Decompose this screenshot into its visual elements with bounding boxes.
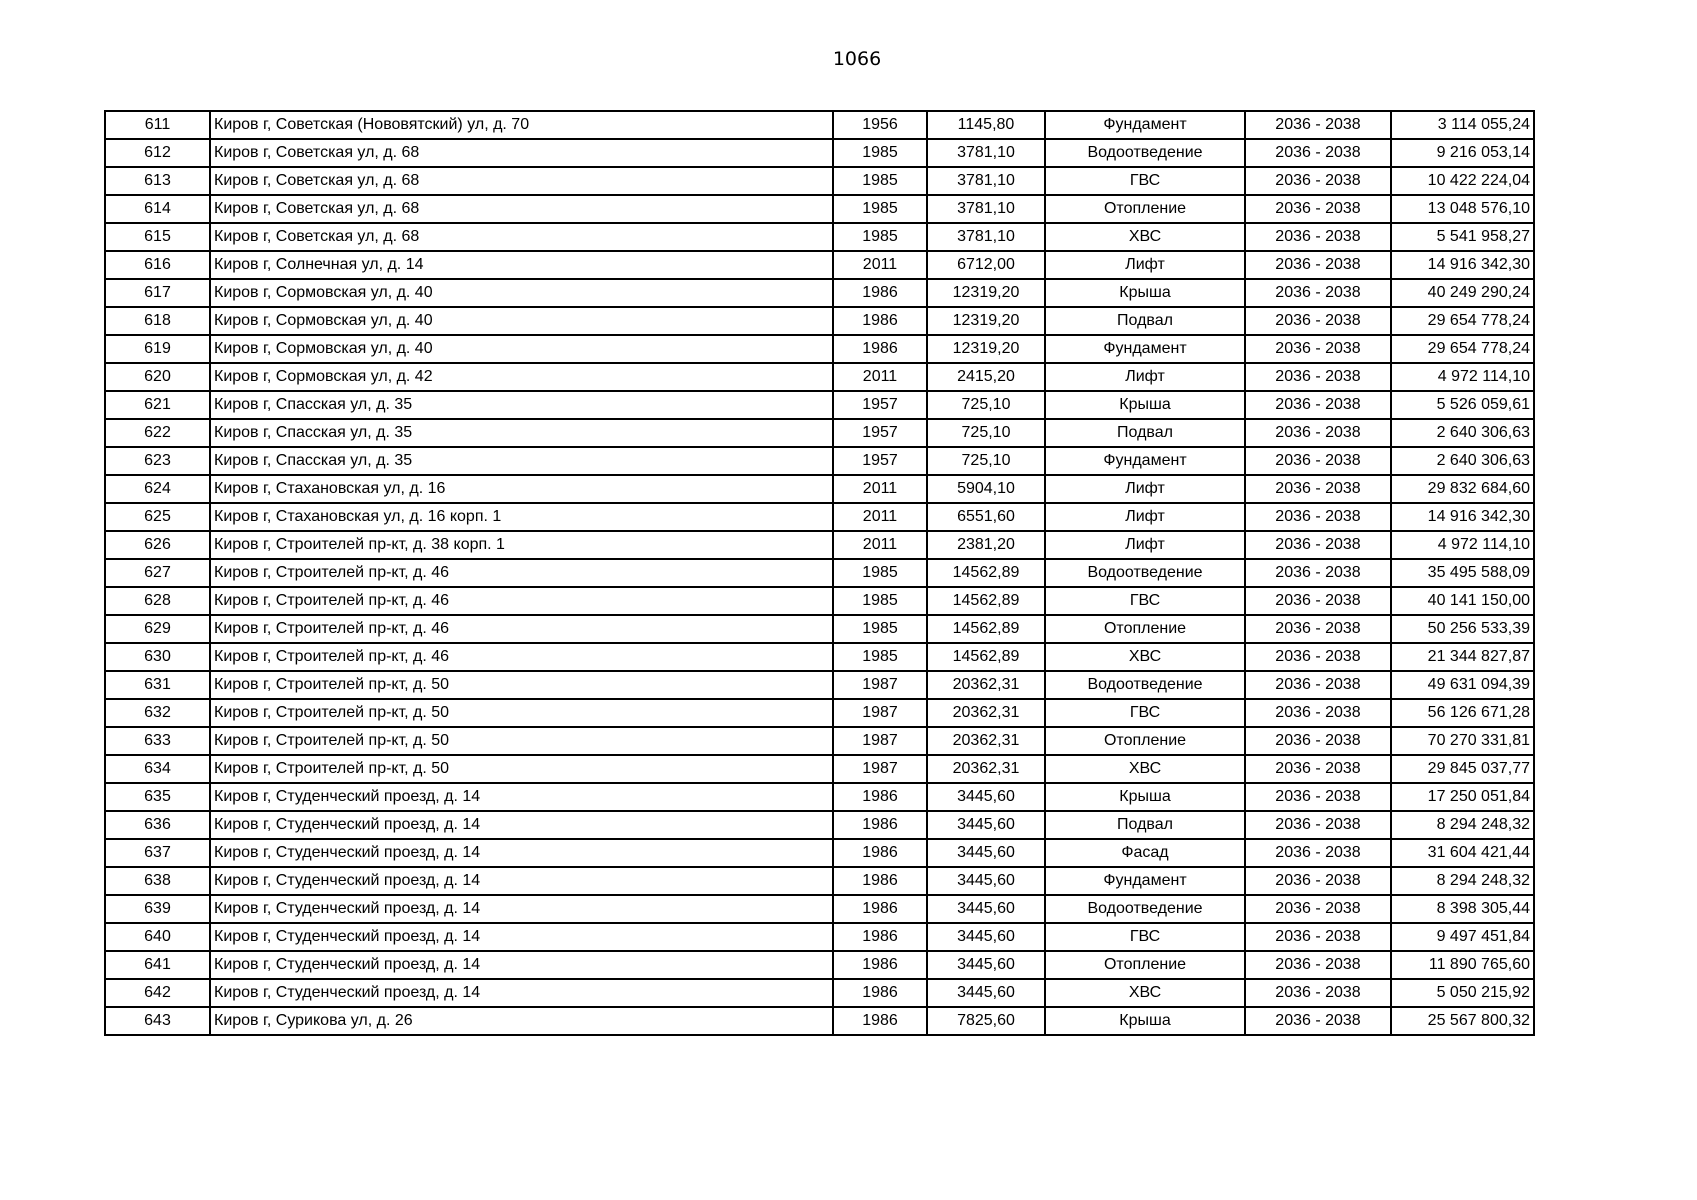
build-year-cell: 1987 xyxy=(833,755,927,783)
build-year-cell: 1957 xyxy=(833,391,927,419)
address-cell: Киров г, Студенческий проезд, д. 14 xyxy=(210,867,833,895)
build-year-cell: 2011 xyxy=(833,475,927,503)
work-type-cell: ГВС xyxy=(1045,699,1245,727)
work-type-cell: Подвал xyxy=(1045,419,1245,447)
table-row xyxy=(105,811,1534,839)
period-cell: 2036 - 2038 xyxy=(1245,727,1391,755)
work-type-cell: Отопление xyxy=(1045,615,1245,643)
build-year-cell: 2011 xyxy=(833,363,927,391)
table-row xyxy=(105,475,1534,503)
row-number-cell: 623 xyxy=(105,447,210,475)
period-cell: 2036 - 2038 xyxy=(1245,1007,1391,1035)
cost-cell: 14 916 342,30 xyxy=(1391,251,1534,279)
area-cell: 14562,89 xyxy=(927,587,1045,615)
area-cell: 3445,60 xyxy=(927,811,1045,839)
address-cell: Киров г, Советская (Нововятский) ул, д. 70 xyxy=(210,111,833,139)
work-type-cell: Водоотведение xyxy=(1045,895,1245,923)
work-type-cell: Лифт xyxy=(1045,363,1245,391)
cost-cell: 8 294 248,32 xyxy=(1391,811,1534,839)
address-cell: Киров г, Спасская ул, д. 35 xyxy=(210,391,833,419)
work-type-cell: ГВС xyxy=(1045,167,1245,195)
cost-cell: 31 604 421,44 xyxy=(1391,839,1534,867)
area-cell: 6712,00 xyxy=(927,251,1045,279)
row-number-cell: 628 xyxy=(105,587,210,615)
area-cell: 3781,10 xyxy=(927,195,1045,223)
work-type-cell: Фундамент xyxy=(1045,867,1245,895)
period-cell: 2036 - 2038 xyxy=(1245,447,1391,475)
address-cell: Киров г, Строителей пр-кт, д. 50 xyxy=(210,699,833,727)
address-cell: Киров г, Студенческий проезд, д. 14 xyxy=(210,783,833,811)
row-number-cell: 624 xyxy=(105,475,210,503)
address-cell: Киров г, Советская ул, д. 68 xyxy=(210,167,833,195)
address-cell: Киров г, Сормовская ул, д. 40 xyxy=(210,307,833,335)
build-year-cell: 1987 xyxy=(833,727,927,755)
cost-cell: 56 126 671,28 xyxy=(1391,699,1534,727)
period-cell: 2036 - 2038 xyxy=(1245,951,1391,979)
row-number-cell: 637 xyxy=(105,839,210,867)
row-number-cell: 617 xyxy=(105,279,210,307)
table-row xyxy=(105,839,1534,867)
area-cell: 3445,60 xyxy=(927,979,1045,1007)
build-year-cell: 1985 xyxy=(833,615,927,643)
build-year-cell: 1987 xyxy=(833,699,927,727)
repair-schedule-table xyxy=(104,110,1535,1036)
work-type-cell: Водоотведение xyxy=(1045,139,1245,167)
table-row xyxy=(105,139,1534,167)
row-number-cell: 643 xyxy=(105,1007,210,1035)
area-cell: 6551,60 xyxy=(927,503,1045,531)
period-cell: 2036 - 2038 xyxy=(1245,643,1391,671)
area-cell: 3445,60 xyxy=(927,923,1045,951)
table-row xyxy=(105,923,1534,951)
row-number-cell: 615 xyxy=(105,223,210,251)
area-cell: 5904,10 xyxy=(927,475,1045,503)
work-type-cell: Фасад xyxy=(1045,839,1245,867)
table-row xyxy=(105,951,1534,979)
area-cell: 2381,20 xyxy=(927,531,1045,559)
period-cell: 2036 - 2038 xyxy=(1245,615,1391,643)
work-type-cell: ХВС xyxy=(1045,755,1245,783)
row-number-cell: 619 xyxy=(105,335,210,363)
period-cell: 2036 - 2038 xyxy=(1245,475,1391,503)
row-number-cell: 639 xyxy=(105,895,210,923)
table-row xyxy=(105,559,1534,587)
period-cell: 2036 - 2038 xyxy=(1245,839,1391,867)
table-row xyxy=(105,979,1534,1007)
address-cell: Киров г, Строителей пр-кт, д. 38 корп. 1 xyxy=(210,531,833,559)
table-row xyxy=(105,307,1534,335)
area-cell: 3781,10 xyxy=(927,167,1045,195)
cost-cell: 2 640 306,63 xyxy=(1391,419,1534,447)
work-type-cell: ХВС xyxy=(1045,643,1245,671)
row-number-cell: 630 xyxy=(105,643,210,671)
address-cell: Киров г, Солнечная ул, д. 14 xyxy=(210,251,833,279)
address-cell: Киров г, Строителей пр-кт, д. 50 xyxy=(210,727,833,755)
cost-cell: 8 398 305,44 xyxy=(1391,895,1534,923)
cost-cell: 40 249 290,24 xyxy=(1391,279,1534,307)
period-cell: 2036 - 2038 xyxy=(1245,419,1391,447)
cost-cell: 29 845 037,77 xyxy=(1391,755,1534,783)
address-cell: Киров г, Спасская ул, д. 35 xyxy=(210,419,833,447)
period-cell: 2036 - 2038 xyxy=(1245,251,1391,279)
cost-cell: 17 250 051,84 xyxy=(1391,783,1534,811)
table-row xyxy=(105,503,1534,531)
work-type-cell: Лифт xyxy=(1045,503,1245,531)
area-cell: 3445,60 xyxy=(927,783,1045,811)
area-cell: 725,10 xyxy=(927,419,1045,447)
row-number-cell: 612 xyxy=(105,139,210,167)
area-cell: 14562,89 xyxy=(927,615,1045,643)
build-year-cell: 1985 xyxy=(833,559,927,587)
build-year-cell: 2011 xyxy=(833,531,927,559)
area-cell: 2415,20 xyxy=(927,363,1045,391)
work-type-cell: ГВС xyxy=(1045,587,1245,615)
period-cell: 2036 - 2038 xyxy=(1245,111,1391,139)
table-row xyxy=(105,531,1534,559)
area-cell: 3781,10 xyxy=(927,139,1045,167)
build-year-cell: 2011 xyxy=(833,503,927,531)
row-number-cell: 613 xyxy=(105,167,210,195)
cost-cell: 10 422 224,04 xyxy=(1391,167,1534,195)
work-type-cell: ХВС xyxy=(1045,223,1245,251)
row-number-cell: 640 xyxy=(105,923,210,951)
address-cell: Киров г, Сурикова ул, д. 26 xyxy=(210,1007,833,1035)
cost-cell: 5 541 958,27 xyxy=(1391,223,1534,251)
area-cell: 14562,89 xyxy=(927,643,1045,671)
cost-cell: 29 832 684,60 xyxy=(1391,475,1534,503)
period-cell: 2036 - 2038 xyxy=(1245,279,1391,307)
period-cell: 2036 - 2038 xyxy=(1245,223,1391,251)
row-number-cell: 633 xyxy=(105,727,210,755)
cost-cell: 29 654 778,24 xyxy=(1391,307,1534,335)
table-row xyxy=(105,223,1534,251)
row-number-cell: 620 xyxy=(105,363,210,391)
row-number-cell: 631 xyxy=(105,671,210,699)
cost-cell: 3 114 055,24 xyxy=(1391,111,1534,139)
work-type-cell: Водоотведение xyxy=(1045,671,1245,699)
row-number-cell: 635 xyxy=(105,783,210,811)
work-type-cell: Крыша xyxy=(1045,1007,1245,1035)
address-cell: Киров г, Студенческий проезд, д. 14 xyxy=(210,923,833,951)
table-row xyxy=(105,111,1534,139)
area-cell: 3445,60 xyxy=(927,895,1045,923)
address-cell: Киров г, Спасская ул, д. 35 xyxy=(210,447,833,475)
address-cell: Киров г, Советская ул, д. 68 xyxy=(210,139,833,167)
table-row xyxy=(105,587,1534,615)
work-type-cell: ГВС xyxy=(1045,923,1245,951)
build-year-cell: 2011 xyxy=(833,251,927,279)
address-cell: Киров г, Студенческий проезд, д. 14 xyxy=(210,811,833,839)
work-type-cell: Отопление xyxy=(1045,951,1245,979)
work-type-cell: Фундамент xyxy=(1045,111,1245,139)
work-type-cell: Крыша xyxy=(1045,279,1245,307)
table-row xyxy=(105,671,1534,699)
cost-cell: 5 050 215,92 xyxy=(1391,979,1534,1007)
area-cell: 1145,80 xyxy=(927,111,1045,139)
address-cell: Киров г, Стахановская ул, д. 16 корп. 1 xyxy=(210,503,833,531)
cost-cell: 50 256 533,39 xyxy=(1391,615,1534,643)
table-row xyxy=(105,419,1534,447)
period-cell: 2036 - 2038 xyxy=(1245,811,1391,839)
build-year-cell: 1986 xyxy=(833,1007,927,1035)
area-cell: 3445,60 xyxy=(927,867,1045,895)
build-year-cell: 1986 xyxy=(833,979,927,1007)
address-cell: Киров г, Строителей пр-кт, д. 46 xyxy=(210,615,833,643)
work-type-cell: Крыша xyxy=(1045,783,1245,811)
row-number-cell: 638 xyxy=(105,867,210,895)
area-cell: 12319,20 xyxy=(927,279,1045,307)
build-year-cell: 1986 xyxy=(833,923,927,951)
period-cell: 2036 - 2038 xyxy=(1245,195,1391,223)
cost-cell: 21 344 827,87 xyxy=(1391,643,1534,671)
table-row xyxy=(105,783,1534,811)
row-number-cell: 614 xyxy=(105,195,210,223)
period-cell: 2036 - 2038 xyxy=(1245,139,1391,167)
cost-cell: 11 890 765,60 xyxy=(1391,951,1534,979)
area-cell: 725,10 xyxy=(927,447,1045,475)
cost-cell: 13 048 576,10 xyxy=(1391,195,1534,223)
table-row xyxy=(105,167,1534,195)
table-row xyxy=(105,279,1534,307)
table-row xyxy=(105,335,1534,363)
row-number-cell: 616 xyxy=(105,251,210,279)
cost-cell: 9 497 451,84 xyxy=(1391,923,1534,951)
cost-cell: 70 270 331,81 xyxy=(1391,727,1534,755)
work-type-cell: Подвал xyxy=(1045,811,1245,839)
area-cell: 3781,10 xyxy=(927,223,1045,251)
row-number-cell: 627 xyxy=(105,559,210,587)
build-year-cell: 1986 xyxy=(833,951,927,979)
period-cell: 2036 - 2038 xyxy=(1245,755,1391,783)
period-cell: 2036 - 2038 xyxy=(1245,699,1391,727)
work-type-cell: ХВС xyxy=(1045,979,1245,1007)
row-number-cell: 621 xyxy=(105,391,210,419)
work-type-cell: Крыша xyxy=(1045,391,1245,419)
table-row xyxy=(105,755,1534,783)
build-year-cell: 1985 xyxy=(833,223,927,251)
address-cell: Киров г, Студенческий проезд, д. 14 xyxy=(210,839,833,867)
build-year-cell: 1985 xyxy=(833,195,927,223)
work-type-cell: Фундамент xyxy=(1045,447,1245,475)
period-cell: 2036 - 2038 xyxy=(1245,167,1391,195)
build-year-cell: 1985 xyxy=(833,139,927,167)
table-row xyxy=(105,1007,1534,1035)
build-year-cell: 1985 xyxy=(833,587,927,615)
address-cell: Киров г, Строителей пр-кт, д. 46 xyxy=(210,559,833,587)
cost-cell: 5 526 059,61 xyxy=(1391,391,1534,419)
table-row xyxy=(105,643,1534,671)
row-number-cell: 634 xyxy=(105,755,210,783)
cost-cell: 35 495 588,09 xyxy=(1391,559,1534,587)
area-cell: 3445,60 xyxy=(927,839,1045,867)
row-number-cell: 625 xyxy=(105,503,210,531)
build-year-cell: 1986 xyxy=(833,335,927,363)
cost-cell: 25 567 800,32 xyxy=(1391,1007,1534,1035)
period-cell: 2036 - 2038 xyxy=(1245,587,1391,615)
build-year-cell: 1985 xyxy=(833,167,927,195)
table-row xyxy=(105,251,1534,279)
address-cell: Киров г, Студенческий проезд, д. 14 xyxy=(210,979,833,1007)
build-year-cell: 1986 xyxy=(833,867,927,895)
period-cell: 2036 - 2038 xyxy=(1245,867,1391,895)
row-number-cell: 641 xyxy=(105,951,210,979)
row-number-cell: 629 xyxy=(105,615,210,643)
cost-cell: 49 631 094,39 xyxy=(1391,671,1534,699)
period-cell: 2036 - 2038 xyxy=(1245,671,1391,699)
build-year-cell: 1986 xyxy=(833,307,927,335)
period-cell: 2036 - 2038 xyxy=(1245,335,1391,363)
table-row xyxy=(105,615,1534,643)
period-cell: 2036 - 2038 xyxy=(1245,923,1391,951)
area-cell: 12319,20 xyxy=(927,335,1045,363)
area-cell: 20362,31 xyxy=(927,727,1045,755)
address-cell: Киров г, Советская ул, д. 68 xyxy=(210,223,833,251)
period-cell: 2036 - 2038 xyxy=(1245,307,1391,335)
row-number-cell: 622 xyxy=(105,419,210,447)
table-row xyxy=(105,391,1534,419)
cost-cell: 4 972 114,10 xyxy=(1391,531,1534,559)
row-number-cell: 611 xyxy=(105,111,210,139)
work-type-cell: Отопление xyxy=(1045,195,1245,223)
cost-cell: 14 916 342,30 xyxy=(1391,503,1534,531)
period-cell: 2036 - 2038 xyxy=(1245,979,1391,1007)
address-cell: Киров г, Студенческий проезд, д. 14 xyxy=(210,951,833,979)
page-number: 1066 xyxy=(832,48,882,70)
area-cell: 725,10 xyxy=(927,391,1045,419)
table-row xyxy=(105,363,1534,391)
address-cell: Киров г, Строителей пр-кт, д. 46 xyxy=(210,587,833,615)
address-cell: Киров г, Стахановская ул, д. 16 xyxy=(210,475,833,503)
row-number-cell: 636 xyxy=(105,811,210,839)
work-type-cell: Лифт xyxy=(1045,475,1245,503)
build-year-cell: 1986 xyxy=(833,895,927,923)
period-cell: 2036 - 2038 xyxy=(1245,391,1391,419)
address-cell: Киров г, Строителей пр-кт, д. 46 xyxy=(210,643,833,671)
row-number-cell: 632 xyxy=(105,699,210,727)
build-year-cell: 1986 xyxy=(833,783,927,811)
area-cell: 7825,60 xyxy=(927,1007,1045,1035)
table-row xyxy=(105,447,1534,475)
row-number-cell: 618 xyxy=(105,307,210,335)
work-type-cell: Подвал xyxy=(1045,307,1245,335)
build-year-cell: 1957 xyxy=(833,447,927,475)
cost-cell: 8 294 248,32 xyxy=(1391,867,1534,895)
period-cell: 2036 - 2038 xyxy=(1245,503,1391,531)
work-type-cell: Водоотведение xyxy=(1045,559,1245,587)
work-type-cell: Лифт xyxy=(1045,251,1245,279)
address-cell: Киров г, Сормовская ул, д. 42 xyxy=(210,363,833,391)
build-year-cell: 1956 xyxy=(833,111,927,139)
area-cell: 3445,60 xyxy=(927,951,1045,979)
table-row xyxy=(105,727,1534,755)
table-row xyxy=(105,195,1534,223)
build-year-cell: 1987 xyxy=(833,671,927,699)
cost-cell: 29 654 778,24 xyxy=(1391,335,1534,363)
build-year-cell: 1986 xyxy=(833,839,927,867)
table-row xyxy=(105,895,1534,923)
work-type-cell: Отопление xyxy=(1045,727,1245,755)
build-year-cell: 1957 xyxy=(833,419,927,447)
address-cell: Киров г, Студенческий проезд, д. 14 xyxy=(210,895,833,923)
period-cell: 2036 - 2038 xyxy=(1245,531,1391,559)
cost-cell: 9 216 053,14 xyxy=(1391,139,1534,167)
build-year-cell: 1985 xyxy=(833,643,927,671)
area-cell: 20362,31 xyxy=(927,755,1045,783)
row-number-cell: 626 xyxy=(105,531,210,559)
cost-cell: 2 640 306,63 xyxy=(1391,447,1534,475)
build-year-cell: 1986 xyxy=(833,279,927,307)
build-year-cell: 1986 xyxy=(833,811,927,839)
table-row xyxy=(105,699,1534,727)
table-row xyxy=(105,867,1534,895)
cost-cell: 40 141 150,00 xyxy=(1391,587,1534,615)
area-cell: 12319,20 xyxy=(927,307,1045,335)
period-cell: 2036 - 2038 xyxy=(1245,559,1391,587)
cost-cell: 4 972 114,10 xyxy=(1391,363,1534,391)
work-type-cell: Лифт xyxy=(1045,531,1245,559)
work-type-cell: Фундамент xyxy=(1045,335,1245,363)
table-body xyxy=(105,111,1534,1035)
period-cell: 2036 - 2038 xyxy=(1245,363,1391,391)
area-cell: 20362,31 xyxy=(927,671,1045,699)
period-cell: 2036 - 2038 xyxy=(1245,895,1391,923)
area-cell: 20362,31 xyxy=(927,699,1045,727)
address-cell: Киров г, Сормовская ул, д. 40 xyxy=(210,335,833,363)
address-cell: Киров г, Сормовская ул, д. 40 xyxy=(210,279,833,307)
period-cell: 2036 - 2038 xyxy=(1245,783,1391,811)
address-cell: Киров г, Советская ул, д. 68 xyxy=(210,195,833,223)
area-cell: 14562,89 xyxy=(927,559,1045,587)
address-cell: Киров г, Строителей пр-кт, д. 50 xyxy=(210,671,833,699)
address-cell: Киров г, Строителей пр-кт, д. 50 xyxy=(210,755,833,783)
row-number-cell: 642 xyxy=(105,979,210,1007)
